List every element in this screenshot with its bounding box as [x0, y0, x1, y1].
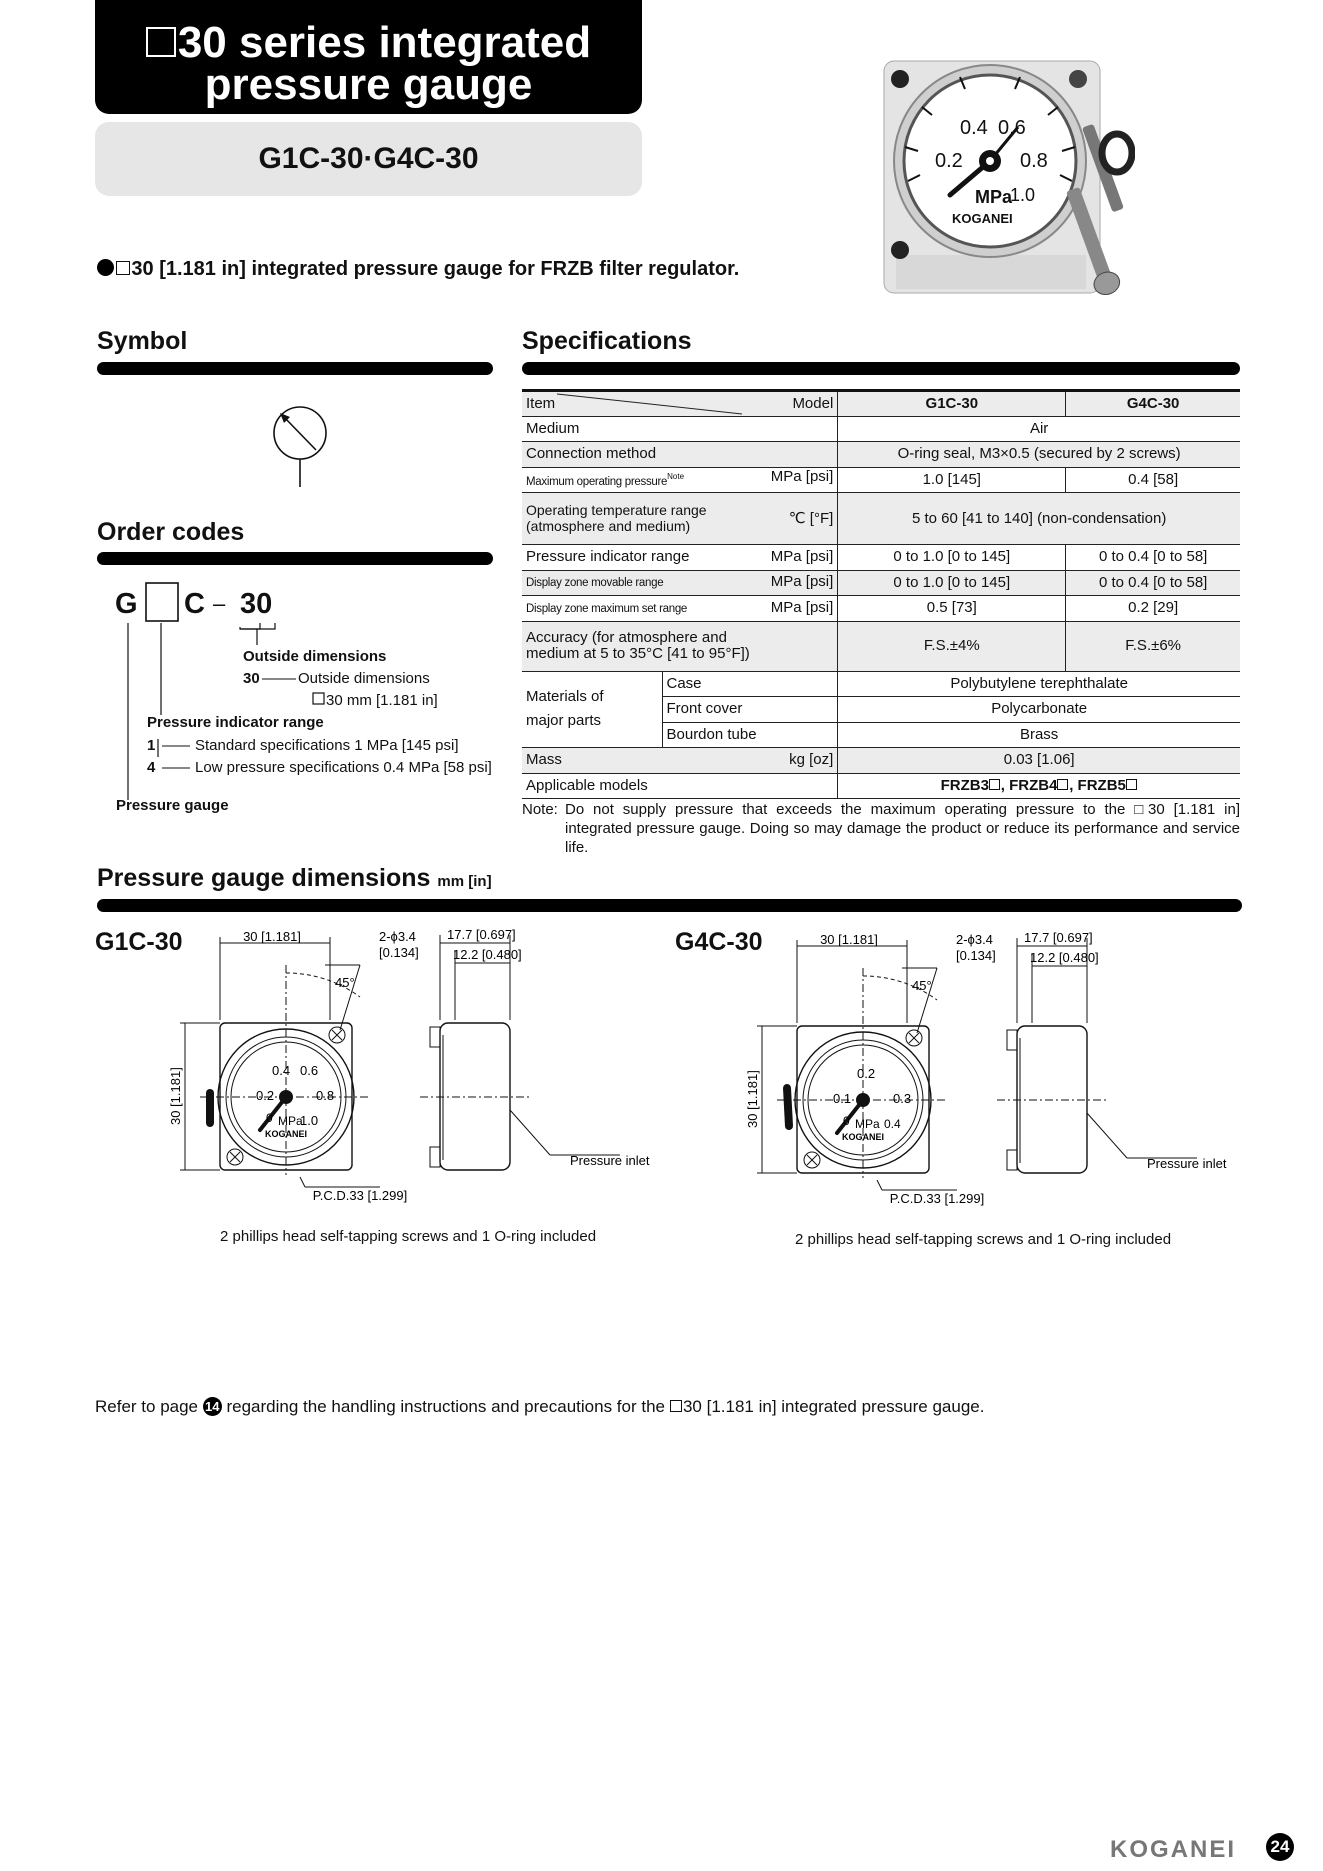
g4c-caption: 2 phillips head self-tapping screws and 1 O-ring included	[795, 1231, 1172, 1248]
square-symbol	[146, 27, 176, 57]
photo-brand: KOGANEI	[952, 211, 1013, 226]
code-g: G	[115, 588, 138, 620]
range-1-desc: Standard specifications 1 MPa [145 psi]	[195, 737, 459, 754]
square-symbol	[116, 261, 130, 275]
dim-angle: 45°	[335, 975, 355, 990]
bullet-icon	[97, 259, 114, 276]
outside-dim-title: Outside dimensions	[243, 648, 387, 665]
dial-tick: 0.3	[893, 1091, 912, 1106]
table-row: Medium Air	[522, 416, 1240, 442]
dial-tick: 0.2	[857, 1066, 876, 1081]
range-1-code: 1	[147, 737, 156, 754]
photo-tick: 0.2	[935, 150, 963, 172]
dim-holes-in: [0.134]	[956, 948, 996, 963]
table-row: Applicable models FRZB3 , FRZB4 , FRZB5	[522, 773, 1240, 799]
symbol-heading: Symbol	[97, 327, 188, 355]
dial-tick: 0.8	[316, 1088, 335, 1103]
item-model-cell: Item Model	[522, 391, 838, 417]
range-4-desc: Low pressure specifications 0.4 MPa [58 psi]	[195, 759, 492, 776]
photo-tick: 1.0	[1010, 185, 1036, 205]
model-banner: G1C-30·G4C-30	[95, 122, 642, 196]
spec-table	[522, 389, 1240, 799]
dim-inlet: Pressure inlet	[1147, 1156, 1227, 1171]
g4c-dimension-drawing	[737, 928, 1247, 1213]
dial-brand: KOGANEI	[841, 1132, 885, 1142]
section-bar	[97, 552, 493, 565]
dial-unit: MPa	[278, 1114, 303, 1128]
table-row: Connection method O-ring seal, M3×0.5 (secured by 2 screws)	[522, 442, 1240, 468]
table-row: Accuracy (for atmosphere and medium at 5 to 35°C [41 to 95°F]) F.S.±4% F.S.±6%	[522, 621, 1240, 671]
g4c-dim-title: G4C-30	[675, 928, 763, 956]
dim-depth2: 12.2 [0.480]	[453, 947, 522, 962]
code-c: C	[184, 588, 205, 620]
dim-depth: 17.7 [0.697]	[447, 927, 516, 942]
dim-angle: 45°	[912, 978, 932, 993]
dim-holes: 2-ϕ3.4	[379, 929, 416, 944]
outside-dim-desc: Outside dimensions	[298, 670, 430, 687]
dimensions-heading: Pressure gauge dimensions mm [in]	[97, 864, 492, 892]
table-row: Display zone maximum set range MPa [psi] 0.5 [73] 0.2 [29]	[522, 596, 1240, 622]
dial-tick: 0.4	[884, 1117, 901, 1131]
table-row: Maximum operating pressure$^{Note}$ MPa [psi] 1.0 [145] 0.4 [58]	[522, 467, 1240, 493]
photo-unit: MPa	[975, 187, 1013, 207]
photo-tick: 0.4	[960, 117, 988, 139]
page-ref-badge[interactable]: 14	[203, 1397, 222, 1416]
product-photo	[880, 55, 1135, 300]
dial-tick: 0.4	[272, 1063, 291, 1078]
range-4-code: 4	[147, 759, 156, 776]
table-row: ℃ [°F] Operating temperature range (atmosphere and medium) 5 to 60 [41 to 140] (non-condensation)	[522, 493, 1240, 545]
order-code-diagram	[100, 575, 520, 820]
dial-tick: 0.6	[300, 1063, 319, 1078]
dial-brand: KOGANEI	[264, 1129, 308, 1139]
code-size: 30	[240, 588, 273, 620]
gauge-title: Pressure gauge	[116, 797, 229, 814]
order-codes-heading: Order codes	[97, 518, 245, 546]
dim-inlet: Pressure inlet	[570, 1153, 650, 1168]
dial-tick: 0.2	[256, 1088, 275, 1103]
dial-unit: MPa	[855, 1117, 880, 1131]
g1c-dim-title: G1C-30	[95, 928, 183, 956]
title-line-2: pressure gauge	[204, 60, 533, 109]
code-dash: –	[213, 591, 226, 616]
header-g4c: G4C-30	[1066, 391, 1240, 417]
intro-text: 30 [1.181 in] integrated pressure gauge for FRZB filter regulator.	[97, 258, 739, 281]
dim-holes: 2-ϕ3.4	[956, 932, 993, 947]
dim-height: 30 [1.181]	[168, 1067, 183, 1125]
photo-tick: 0.8	[1020, 150, 1048, 172]
specifications-heading: Specifications	[522, 327, 692, 355]
g1c-dimension-drawing	[160, 925, 670, 1210]
photo-tick: 0.6	[998, 117, 1026, 139]
dial-tick: 0	[843, 1114, 850, 1128]
dim-depth: 17.7 [0.697]	[1024, 930, 1093, 945]
spec-note: Note: Do not supply pressure that exceeds the maximum operating pressure to the □30 [1.181 in] integrated pressure gauge. Doing so may damage the product or reduce its performance and service life.	[522, 801, 1240, 856]
footer-note: Refer to page 14 regarding the handling instructions and precautions for the 30 [1.181 in] integrated pressure gauge.	[95, 1397, 985, 1416]
dim-width: 30 [1.181]	[243, 929, 301, 944]
table-row: Mass kg [oz] 0.03 [1.06]	[522, 748, 1240, 774]
dim-pcd: P.C.D.33 [1.299]	[312, 1188, 408, 1203]
dim-depth2: 12.2 [0.480]	[1030, 950, 1099, 965]
dial-tick: 0.1	[833, 1091, 852, 1106]
table-row: Display zone movable range MPa [psi] 0 to 1.0 [0 to 145] 0 to 0.4 [0 to 58]	[522, 570, 1240, 596]
dim-holes-in: [0.134]	[379, 945, 419, 960]
section-bar	[97, 899, 1242, 912]
table-row: Bourdon tube Brass	[522, 722, 1240, 748]
brand-logo: KOGANEI	[1110, 1836, 1237, 1863]
code-blank-box	[146, 583, 178, 621]
g1c-caption: 2 phillips head self-tapping screws and 1 O-ring included	[220, 1228, 597, 1245]
dim-width: 30 [1.181]	[820, 932, 878, 947]
range-title: Pressure indicator range	[147, 714, 324, 731]
dim-height: 30 [1.181]	[745, 1070, 760, 1128]
outside-dim-code: 30	[243, 670, 260, 687]
table-row: Pressure indicator range MPa [psi] 0 to 1.0 [0 to 145] 0 to 0.4 [0 to 58]	[522, 545, 1240, 571]
page-title	[95, 0, 642, 114]
page-number: 24	[1266, 1833, 1294, 1861]
outside-dim-value: 30 mm [1.181 in]	[326, 692, 438, 709]
header-g1c: G1C-30	[838, 391, 1066, 417]
section-bar	[97, 362, 493, 375]
table-row: Front cover Polycarbonate	[522, 697, 1240, 723]
table-row: Materials of major parts Case Polybutylene terephthalate	[522, 671, 1240, 697]
dial-tick: 1.0	[300, 1113, 319, 1128]
table-row	[522, 391, 1240, 417]
dim-pcd: P.C.D.33 [1.299]	[889, 1191, 985, 1206]
dial-tick: 0	[266, 1111, 273, 1125]
section-bar	[522, 362, 1240, 375]
title-line-1: 30 series integrated	[177, 18, 592, 67]
gauge-symbol-icon	[270, 405, 330, 487]
